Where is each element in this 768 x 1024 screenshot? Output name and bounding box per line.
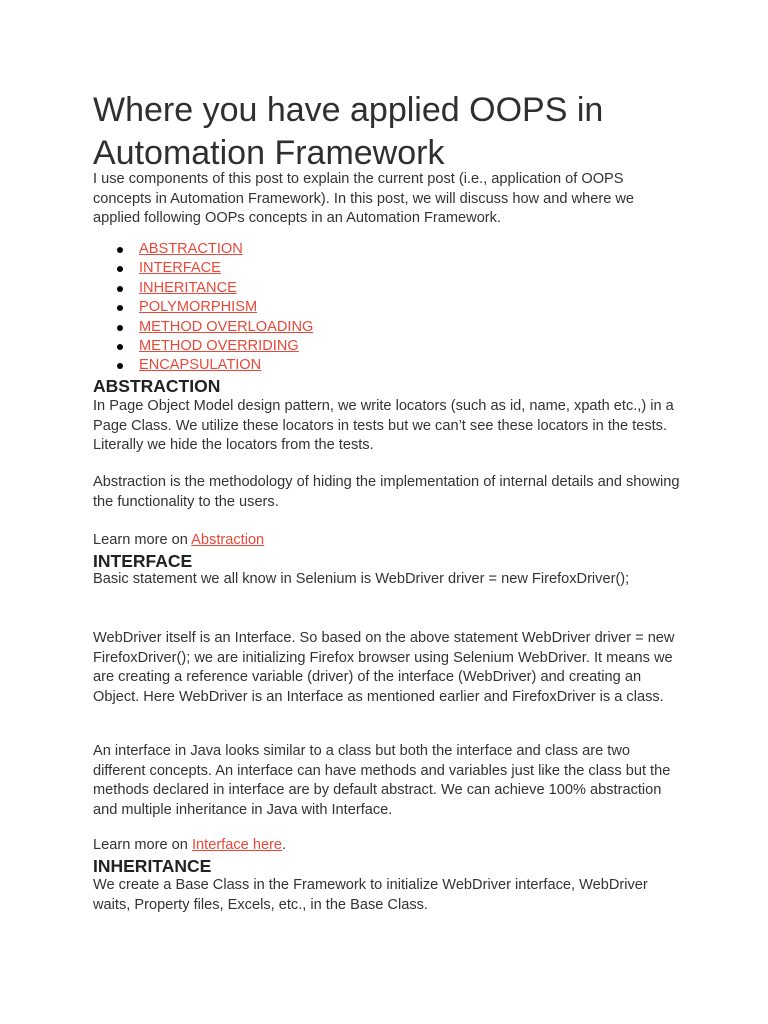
interface-paragraph-3: An interface in Java looks similar to a class but both the interface and class are two different concepts. An interface can have methods and variables just like the class but the methods declared in interface are by default abstract. We can achieve 100% abstraction and multiple inheritance in Java with Interface. [93,743,671,818]
toc-item [139,240,313,259]
bullet-icon [117,247,123,253]
toc-item [139,259,313,278]
section-heading-inheritance: INHERITANCE [93,856,212,876]
toc-item [139,279,313,298]
bullet-icon [117,286,123,292]
bullet-icon [117,344,123,350]
toc-link-inheritance[interactable]: INHERITANCE [139,279,237,296]
table-of-contents [93,240,313,376]
interface-paragraph-2: WebDriver itself is an Interface. So based on the above statement WebDriver driver = new FirefoxDriver(); we are initializing Firefox browser using Selenium WebDriver. It means we are creating a reference variable (driver) of the interface (WebDriver) and creating an Object. Here WebDriver is an Interface as mentioned earlier and FirefoxDriver is a class. [93,630,675,705]
interface-paragraph-1: Basic statement we all know in Selenium is WebDriver driver = new FirefoxDriver(); [93,571,630,587]
toc-item [139,298,313,317]
toc-link-method-overloading[interactable]: METHOD OVERLOADING [139,318,314,335]
toc-item [139,337,313,356]
learn-more-prefix: Learn more on [93,532,192,548]
toc-link-encapsulation[interactable]: ENCAPSULATION [139,357,262,374]
toc-link-polymorphism[interactable]: POLYMORPHISM [139,299,258,316]
bullet-icon [117,266,123,272]
toc-link-interface[interactable]: INTERFACE [139,260,221,277]
toc-item [139,356,313,375]
intro-paragraph: I use components of this post to explain the current post (i.e., application of OOPS concepts in Automation Framework). In this post, we will discuss how and where we applied following OOPs concepts in an Automation Framework. [93,171,635,226]
section-heading-interface: INTERFACE [93,551,193,571]
inheritance-paragraph-1: We create a Base Class in the Framework to initialize WebDriver interface, WebDriver waits, Property files, Excels, etc., in the Base Class. [93,877,648,913]
abstraction-link[interactable]: Abstraction [191,532,265,548]
toc-item [139,318,313,337]
interface-learn-more [93,836,683,856]
interface-link[interactable]: Interface here [191,837,283,853]
abstraction-learn-more [93,531,683,551]
abstraction-paragraph-1: In Page Object Model design pattern, we write locators (such as id, name, xpath etc.,) in a Page Class. We utilize these locators in tests but we can’t see these locators in the tests. Literally we hide the locators from the tests. [93,398,674,453]
page-title: Where you have applied OOPS in Automation Framework [93,91,604,172]
bullet-icon [117,363,123,369]
bullet-icon [117,325,123,331]
learn-more-prefix: Learn more on [93,837,192,853]
learn-more-suffix: . [282,837,287,853]
section-heading-abstraction: ABSTRACTION [93,376,221,396]
toc-link-method-overriding[interactable]: METHOD OVERRIDING [139,338,299,355]
bullet-icon [117,305,123,311]
abstraction-paragraph-2: Abstraction is the methodology of hiding the implementation of internal details and showing the functionality to the users. [93,474,680,510]
toc-link-abstraction[interactable]: ABSTRACTION [139,241,243,257]
